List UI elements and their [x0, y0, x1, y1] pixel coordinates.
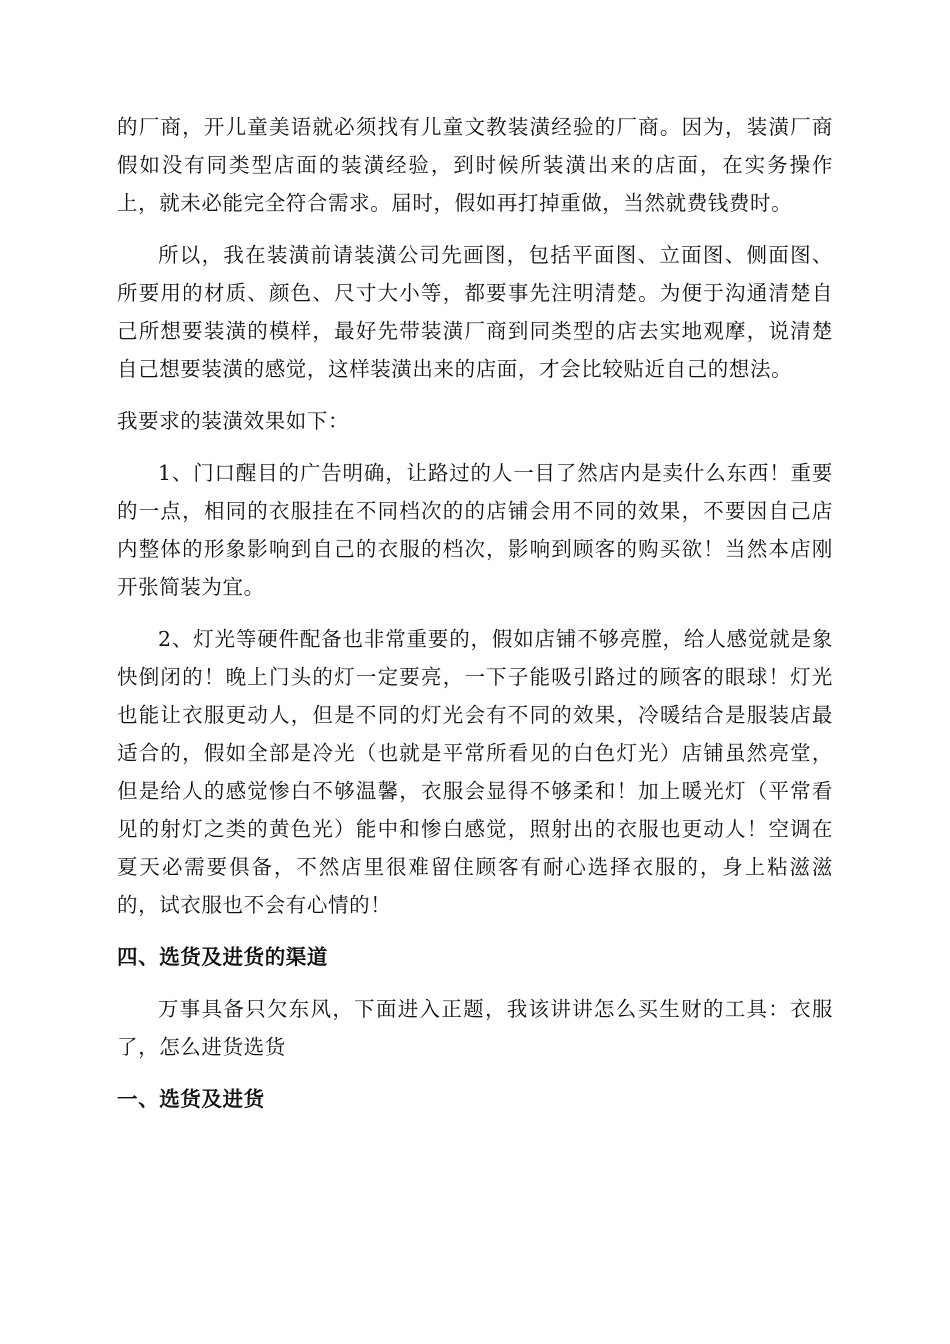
paragraph-requirement-signage: 1、门口醒目的广告明确，让路过的人一目了然店内是卖什么东西！重要的一点，相同的衣服挂在不同档次的的店铺会用不同的效果，不要因自己店内整体的形象影响到自己的衣服的档次，影响到顾客的购买欲！当然本店刚开张简装为宜。 [117, 461, 833, 599]
paragraph-requirement-lighting: 2、灯光等硬件配备也非常重要的，假如店铺不够亮膛，给人感觉就是象快倒闭的！晚上门头的灯一定要亮，一下子能吸引路过的顾客的眼球！灯光也能让衣服更动人，但是不同的灯光会有不同的效果，冷暖结合是服装店最适合的，假如全部是冷光（也就是平常所看见的白色灯光）店铺虽然亮堂，但是给人的感觉惨白不够温馨，衣服会显得不够柔和！加上暖光灯（平常看见的射灯之类的黄色光）能中和惨白感觉，照射出的衣服也更动人！空调在夏天必需要俱备，不然店里很难留住顾客有耐心选择衣服的，身上粘滋滋的，试衣服也不会有心情的！ [117, 627, 833, 917]
paragraph-drawing-plans: 所以，我在装潢前请装潢公司先画图，包括平面图、立面图、侧面图、所要用的材质、颜色、尺寸大小等，都要事先注明清楚。为便于沟通清楚自己所想要装潢的模样，最好先带装潢厂商到同类型的店去实地观摩，说清楚自己想要装潢的感觉，这样装潢出来的店面，才会比较贴近自己的想法。 [117, 243, 833, 381]
document-body [117, 108, 833, 1132]
paragraph-requirements-intro: 我要求的装潢效果如下： [117, 409, 350, 433]
paragraph-sourcing-intro: 万事具备只欠东风，下面进入正题，我该讲讲怎么买生财的工具：衣服了，怎么进货选货 [117, 997, 833, 1059]
paragraph-vendor-experience: 的厂商，开儿童美语就必须找有儿童文教装潢经验的厂商。因为，装潢厂商假如没有同类型店面的装潢经验，到时候所装潢出来的店面，在实务操作上，就未必能完全符合需求。届时，假如再打掉重做，当然就费钱费时。 [117, 115, 833, 215]
section-heading-sourcing-channels: 四、选货及进货的渠道 [117, 945, 328, 969]
section-heading-selection-purchasing: 一、选货及进货 [117, 1087, 265, 1111]
